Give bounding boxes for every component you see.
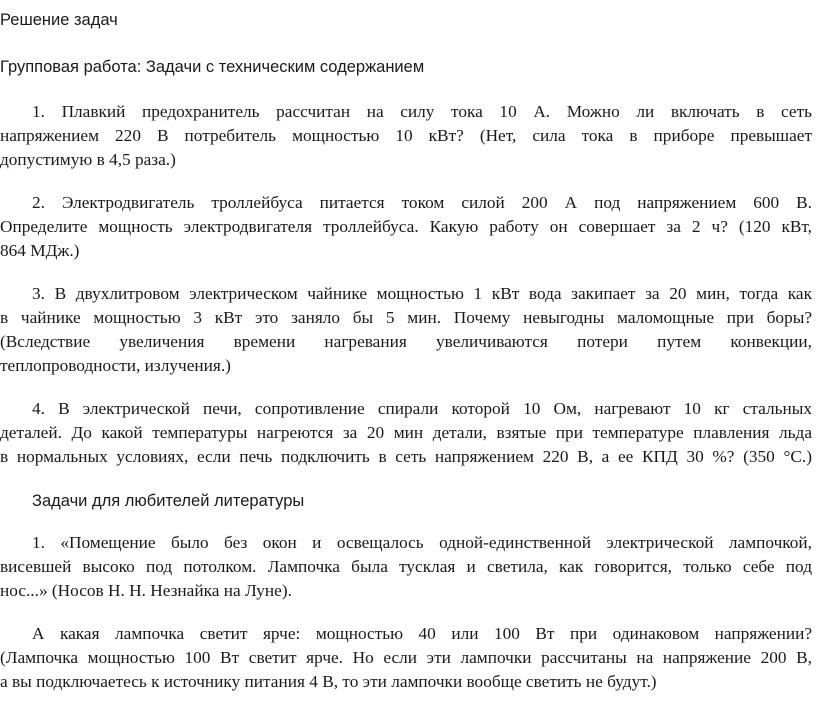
literature-2-line-1: А какая лампочка светит ярче: мощностью 40 или 100 Вт при одинаковом напряжении? bbox=[32, 624, 812, 643]
literature-1-line-2: висевшей высоко под потолком. Лампочка была тусклая и светила, как говорится, только себе под bbox=[0, 557, 812, 576]
problem-3-line-2: в чайнике мощностью 3 кВт это заняло бы 5 мин. Почему невыгодны маломощные при боры? bbox=[0, 308, 812, 327]
problem-1-line-2: напряжением 220 В потребитель мощностью 10 кВт? (Нет, сила тока в приборе превышает bbox=[0, 126, 812, 145]
problem-3-line-1: 3. В двухлитровом электрическом чайнике мощностью 1 кВт вода закипает за 20 мин, тогда как bbox=[32, 284, 812, 303]
problem-4-line-2: деталей. До какой температуры нагреются за 20 мин детали, взятые при температуре плавления льда bbox=[0, 423, 812, 442]
problem-1-line-3: допустимую в 4,5 раза.) bbox=[0, 150, 176, 169]
literature-1-line-1: 1. «Помещение было без окон и освещалось одной-единственной электрической лампочкой, bbox=[32, 533, 812, 552]
literature-2-line-2: (Лампочка мощностью 100 Вт светит ярче. Но если эти лампочки рассчитаны на напряжение 200 В, bbox=[0, 648, 812, 667]
problem-4-line-1: 4. В электрической печи, сопротивление спирали которой 10 Ом, нагревают 10 кг стальных bbox=[32, 399, 812, 418]
problem-2-line-1: 2. Электродвигатель троллейбуса питается током силой 200 А под напряжением 600 В. bbox=[32, 193, 812, 212]
literature-1-line-3: нос...» (Носов Н. Н. Незнайка на Луне). bbox=[0, 581, 292, 600]
literature-2-line-3: а вы подключаетесь к источнику питания 4 В, то эти лампочки вообще светить не будут.) bbox=[0, 672, 657, 691]
problem-3-line-3: (Вследствие увеличения времени нагревания увеличиваются потери путем конвекции, bbox=[0, 332, 812, 351]
group-work-heading: Групповая работа: Задачи с техническим содержанием bbox=[0, 58, 425, 76]
problem-2-line-2: Определите мощность электродвигателя троллейбуса. Какую работу он совершает за 2 ч? (120 кВт, bbox=[0, 217, 812, 236]
literature-heading: Задачи для любителей литературы bbox=[32, 492, 305, 510]
page-title: Решение задач bbox=[0, 11, 118, 29]
problem-4-line-3: в нормальных условиях, если печь подключить в сеть напряжением 220 В, а ее КПД 30 %? (350 °С.) bbox=[0, 447, 812, 466]
problem-3-line-4: теплопроводности, излучения.) bbox=[0, 356, 231, 375]
problem-1-line-1: 1. Плавкий предохранитель рассчитан на силу тока 10 А. Можно ли включать в сеть bbox=[32, 102, 812, 121]
problem-2-line-3: 864 МДж.) bbox=[0, 241, 80, 260]
